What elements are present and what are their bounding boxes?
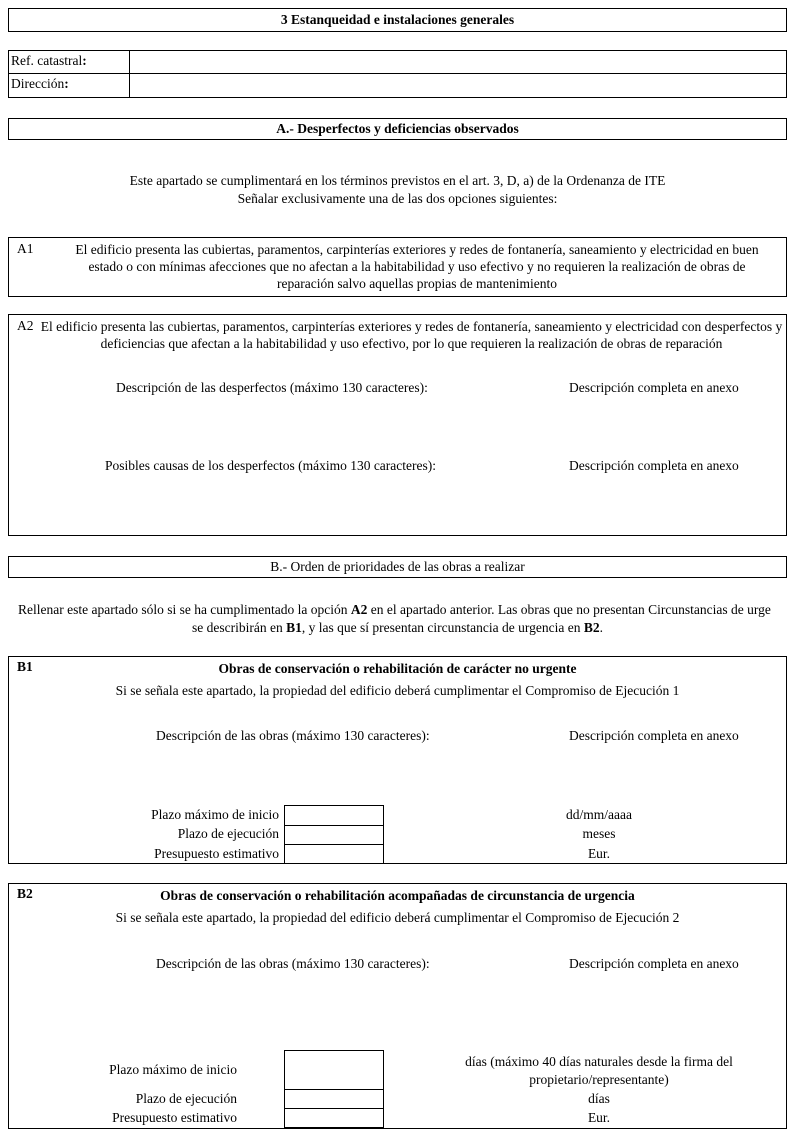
a2-causes-annex: Descripción completa en anexo xyxy=(569,458,739,473)
option-a2-text: El edificio presenta las cubiertas, paramentos, carpinterías exteriores y redes de fontanería, saneamiento y electricidad con desperfectos y deficiencias que afectan a la habitabilidad y uso efectivo, por lo que requieren la realización de obras de reparación xyxy=(40,319,783,351)
b2-start-label: Plazo máximo de inicio xyxy=(109,1062,237,1077)
b1-exec-unit: meses xyxy=(582,826,616,841)
option-a1-box[interactable] xyxy=(8,237,787,297)
section-b-intro-2: se describirán en B1, y las que sí presentan circunstancia de urgencia en B2. xyxy=(191,620,604,635)
b2-budget-input[interactable] xyxy=(284,1108,384,1128)
option-a2-box[interactable] xyxy=(8,314,787,536)
direccion-label: Dirección: xyxy=(11,76,69,91)
b1-start-unit: dd/mm/aaaa xyxy=(566,807,632,822)
section-title: 3 Estanqueidad e instalaciones generales xyxy=(280,12,515,27)
b2-start-input[interactable] xyxy=(284,1050,384,1090)
option-a2-code: A2 xyxy=(17,318,34,333)
a2-desc-annex: Descripción completa en anexo xyxy=(569,380,739,395)
option-a1-code: A1 xyxy=(17,241,34,256)
b1-start-label: Plazo máximo de inicio xyxy=(151,807,279,822)
section-a-intro-2: Señalar exclusivamente una de las dos opciones siguientes: xyxy=(237,191,558,206)
b2-budget-label: Presupuesto estimativo xyxy=(112,1110,237,1125)
option-b1-subtitle: Si se señala este apartado, la propiedad del edificio deberá cumplimentar el Compromiso de Ejecución 1 xyxy=(115,683,680,698)
section-b-heading: B.- Orden de prioridades de las obras a realizar xyxy=(270,559,525,574)
option-b2-subtitle: Si se señala este apartado, la propiedad del edificio deberá cumplimentar el Compromiso de Ejecución 2 xyxy=(115,910,680,925)
section-b-heading-box xyxy=(8,556,787,578)
b2-exec-label: Plazo de ejecución xyxy=(135,1091,237,1106)
ref-catastral-field[interactable] xyxy=(131,52,783,72)
section-a-intro-1: Este apartado se cumplimentará en los términos previstos en el art. 3, D, a) de la Ordenanza de ITE xyxy=(129,173,666,188)
b2-exec-input[interactable] xyxy=(284,1089,384,1109)
section-a-heading: A.- Desperfectos y deficiencias observados xyxy=(276,121,519,136)
direccion-field[interactable] xyxy=(131,75,783,95)
section-title-box xyxy=(8,8,787,32)
a2-desc-label: Descripción de las desperfectos (máximo 130 caracteres): xyxy=(116,380,428,395)
b2-budget-unit: Eur. xyxy=(587,1110,611,1125)
b1-budget-input[interactable] xyxy=(284,844,384,864)
a2-causes-label: Posibles causas de los desperfectos (máximo 130 caracteres): xyxy=(105,458,437,473)
b1-exec-label: Plazo de ejecución xyxy=(177,826,279,841)
option-b2-title: Obras de conservación o rehabilitación acompañadas de circunstancia de urgencia xyxy=(160,888,635,903)
option-b2-box[interactable] xyxy=(8,883,787,1129)
section-a-heading-box xyxy=(8,118,787,140)
b2-desc-label: Descripción de las obras (máximo 130 caracteres): xyxy=(156,956,430,971)
option-a1-text: El edificio presenta las cubiertas, paramentos, carpinterías exteriores y redes de fontanería, saneamiento y electricidad en buen estado o con mínimas afecciones que no afectan a la habitabilidad y uso efectivo y no requieren la realización de obras de reparación salvo aquellas propias de mantenimiento xyxy=(75,242,759,291)
b1-start-input[interactable] xyxy=(284,805,384,826)
b1-desc-annex: Descripción completa en anexo xyxy=(569,728,739,743)
b1-budget-unit: Eur. xyxy=(587,846,611,861)
ref-catastral-label: Ref. catastral: xyxy=(11,53,87,68)
option-b1-title: Obras de conservación o rehabilitación de carácter no urgente xyxy=(218,661,577,676)
b2-start-unit-1: días (máximo 40 días naturales desde la firma del xyxy=(465,1054,733,1069)
property-table xyxy=(8,50,787,98)
b2-desc-annex: Descripción completa en anexo xyxy=(569,956,739,971)
b2-exec-unit: días xyxy=(588,1091,610,1106)
option-b1-code: B1 xyxy=(17,659,33,674)
b1-exec-input[interactable] xyxy=(284,825,384,845)
option-b1-box[interactable] xyxy=(8,656,787,864)
option-b2-code: B2 xyxy=(17,886,33,901)
b2-start-unit-2: propietario/representante) xyxy=(529,1072,669,1087)
b1-budget-label: Presupuesto estimativo xyxy=(154,846,279,861)
b1-desc-label: Descripción de las obras (máximo 130 caracteres): xyxy=(156,728,430,743)
section-b-intro-1: Rellenar este apartado sólo si se ha cumplimentado la opción A2 en el apartado anterior. Las obras que no presentan Circunstancias de urge xyxy=(18,602,771,617)
